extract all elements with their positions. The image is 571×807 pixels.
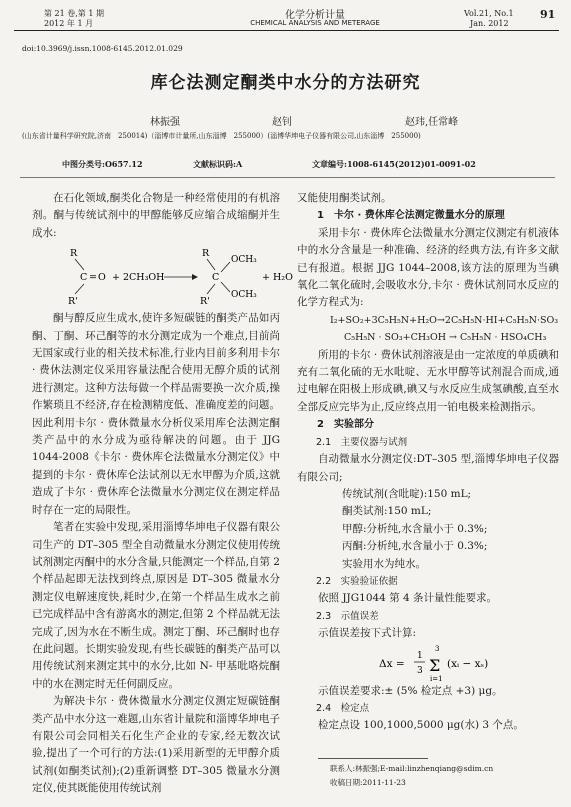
journal-volume-en: Vol.21, No.1: [464, 9, 514, 18]
paragraph-cont: 又能使用酮类试剂。: [297, 192, 392, 204]
eq-r-right: R: [202, 248, 210, 260]
affiliations: (山东省计量科学研究院,济南 250014)（淄博市计量所,山东淄博 255000）(淄博华坤电子仪器有限公司,山东淄博 255000): [22, 132, 421, 140]
eq-o: O: [98, 272, 106, 284]
article-number: 文章编号:1008-6145(2012)01-0091-02: [312, 159, 476, 169]
section-2-1-paragraph: 自动微量水分测定仪:DT–305 型,淄博华坤电子仪器有限公司;: [297, 453, 559, 483]
section-1-paragraph: 采用卡尔 · 费休库仑法微量水分测定仪测定有机液体中的水分含量是一种准确、经济的经典方法,有许多文献已有报道。根据 JJG 1044–2008,该方法的原理为当碘氧化二氧化硫时,会吸收水分,卡尔 · 费休试剂同水反应的化学方程式为:: [297, 226, 560, 309]
journal-name-cn: 化学分析计量: [285, 10, 345, 21]
equation-2: C₅H₅N · SO₃+CH₃OH → C₅H₅N · HSO₄CH₃: [344, 332, 547, 344]
reagent-item: 甲醇:分析纯,水含量小于 0.3%;: [342, 522, 488, 535]
journal-name-en: CHEMICAL ANALYSIS AND METERAGE: [250, 19, 380, 27]
eq-r-top: R: [70, 248, 78, 260]
section-2-4-heading: 2.4 检定点: [316, 702, 370, 714]
eq-bond-4: [207, 284, 215, 294]
right-column: [297, 190, 559, 735]
journal-date-en: Jan. 2012: [470, 19, 509, 28]
eq-methanol: + 2CH₃OH: [112, 272, 165, 284]
paragraph-intro: 在石化领域,酮类化合物是一种经常使用的有机溶剂。酮与传统试剂中的甲醇能够反应缩合成缩酮并生成水:: [32, 192, 280, 239]
error-formula: [297, 643, 559, 683]
left-column: [32, 190, 293, 798]
author-2: 赵钊: [272, 117, 292, 128]
article-title: 库仑法测定酮类中水分的方法研究: [150, 73, 421, 93]
eq-rp-right: R': [200, 296, 210, 308]
section-2-heading: 2 实验部分: [317, 419, 374, 431]
reagent-item: 酮类试剂:150 mL;: [342, 505, 432, 518]
section-2-4-paragraph: 检定点设 100,1000,5000 μg(水) 3 个点。: [318, 719, 524, 732]
formula-denominator: 3: [417, 665, 423, 676]
reagent-item: 丙酮:分析纯,水含量小于 0.3%;: [342, 540, 488, 553]
author-1: 林振强: [150, 117, 180, 128]
paragraph-2: 酮与醇反应生成水,使许多短碳链的酮类产品如丙酮、丁酮、环己酮等的水分测定成为一个难点,目前尚无国家或行业的相关技术标准,行业内目前多利用卡尔 · 费休法测定仪采用容量法配合使用无醇介质的试剂进行测定。这种方法每做一个样品需要换一次介质,操作繁琐且不经济,存在检测精度低、准确度差的问题。因此利用卡尔 · 费休微量水分析仪采用库仑法测定酮类产品中的水分成为亟待解决的问题。由于 JJG 1044-2008《卡尔 · 费休库仑法微量水分测定仪》中提到的卡尔 · 费休库仑法试剂以无水甲醇为介质,这就造成了卡尔 · 费休库仑法微量水分测定仪在测定样品时存在一定的局限性。: [32, 312, 280, 516]
formula-sum-bottom: i=1: [430, 674, 443, 683]
eq-bond-2: [75, 284, 84, 294]
section-2-1-heading: 2.1 主要仪器与试剂: [316, 436, 408, 448]
eq-arrowhead: [192, 274, 198, 280]
meta-rule: [20, 177, 555, 178]
journal-volume: 第 21 卷,第 1 期: [44, 9, 104, 18]
reagent-item: 实验用水为纯水。: [342, 557, 426, 570]
eq-bond-5: [221, 262, 230, 272]
equation-1: I₂+SO₂+3C₅H₅N+H₂O→2C₅H₅N·HI+C₅H₅N·SO₃: [330, 314, 559, 326]
section-2-3-heading: 2.3 示值误差: [316, 610, 379, 622]
eq-c-left: C: [80, 272, 88, 284]
contact-info: 联系人:林振强;E-mail:linzhenqiang@sdim.cn: [330, 764, 494, 773]
formula-numerator: 1: [417, 650, 423, 661]
clc-number: 中图分类号:O657.12: [62, 159, 143, 169]
eq-c-right: C: [212, 272, 220, 284]
header-rule: [14, 30, 559, 31]
author-3: 赵玮,任常峰: [405, 117, 459, 128]
section-2-2-paragraph: 依照 JJG1044 第 4 条计量性能要求。: [318, 592, 498, 605]
eq-bond-1: [75, 259, 84, 270]
received-date: 收稿日期:2011-11-23: [330, 778, 406, 787]
document-code: 文献标识码:A: [193, 159, 243, 169]
doi: doi:10.3969/j.issn.1008-6145.2012.01.029: [22, 44, 183, 53]
formula-sigma: Σ: [429, 655, 441, 675]
eq-rp-bottom: R': [68, 296, 78, 308]
footnote-rule: [318, 758, 428, 759]
reagent-item: 传统试剂(含吡啶):150 mL;: [342, 487, 472, 500]
section-2-3-requirement: 示值误差要求:± (5% 检定点 +3) μg。: [318, 684, 503, 697]
eq-double-bond: =: [89, 272, 97, 284]
formula-sum-top: 3: [435, 644, 440, 653]
section-1-paragraph-2: 所用的卡尔 · 费休试剂溶液是由一定浓度的单质碘和充有二氧化硫的无水吡啶、无水甲醇等试剂混合而成,通过电解在阳极上形成碘,碘又与水反应生成氢碘酸,直至水全部反应完毕为止,反应终点用一铂电极来检测指示。: [297, 348, 560, 413]
section-2-2-heading: 2.2 实验验证依据: [316, 575, 398, 587]
section-1-heading: 1 卡尔 · 费休库仑法测定微量水分的原理: [317, 210, 505, 222]
paragraph-4: 为解决卡尔 · 费休微量水分测定仪测定短碳链酮类产品中水分这一难题,山东省计量院和淄博华坤电子有限公司会同相关石化生产企业的专家,经无数次试验,提出了一个可行的方法:(1)采用新型的无甲醇介质试剂(如酮类试剂);(2)重新调整 DT–305 微量水分测定仪,使其既能使用传统试剂: [32, 695, 280, 795]
paragraph-3: 笔者在实验中发现,采用淄博华坤电子仪器有限公司生产的 DT–305 型全自动微量水分测定仪使用传统试剂测定丙酮中的水分含量,只能测定一个样品,自第 2 个样品起即无法找到终点,原因是 DT–305 微量水分测定仪电解速度快,耗时少,在第一个样品生成水之前已完成样品中含有游离水的测定,但第 2 个样品就无法完成了,因为水在不断生成。测定丁酮、环己酮时也存在此问题。长期实验发现,有些长碳链的酮类产品可以用传统试剂来测定其中的水分,比如 N- 甲基吡咯烷酮中的水在测定时无任何副反应。: [32, 521, 280, 690]
journal-date-cn: 2012 年 1 月: [44, 19, 94, 28]
eq-och3-top: OCH₃: [231, 255, 257, 266]
formula-lhs: Δx =: [379, 657, 405, 670]
formula-body: (xᵢ − xₛ): [447, 657, 489, 670]
section-2-3-paragraph: 示值误差按下式计算:: [318, 627, 417, 640]
ketal-reaction-equation: [32, 242, 293, 310]
eq-bond-6: [221, 282, 230, 292]
eq-water: + H₂O: [262, 272, 293, 284]
page-number: 91: [540, 8, 556, 21]
eq-och3-bottom: OCH₃: [231, 290, 257, 301]
eq-bond-3: [207, 259, 215, 270]
